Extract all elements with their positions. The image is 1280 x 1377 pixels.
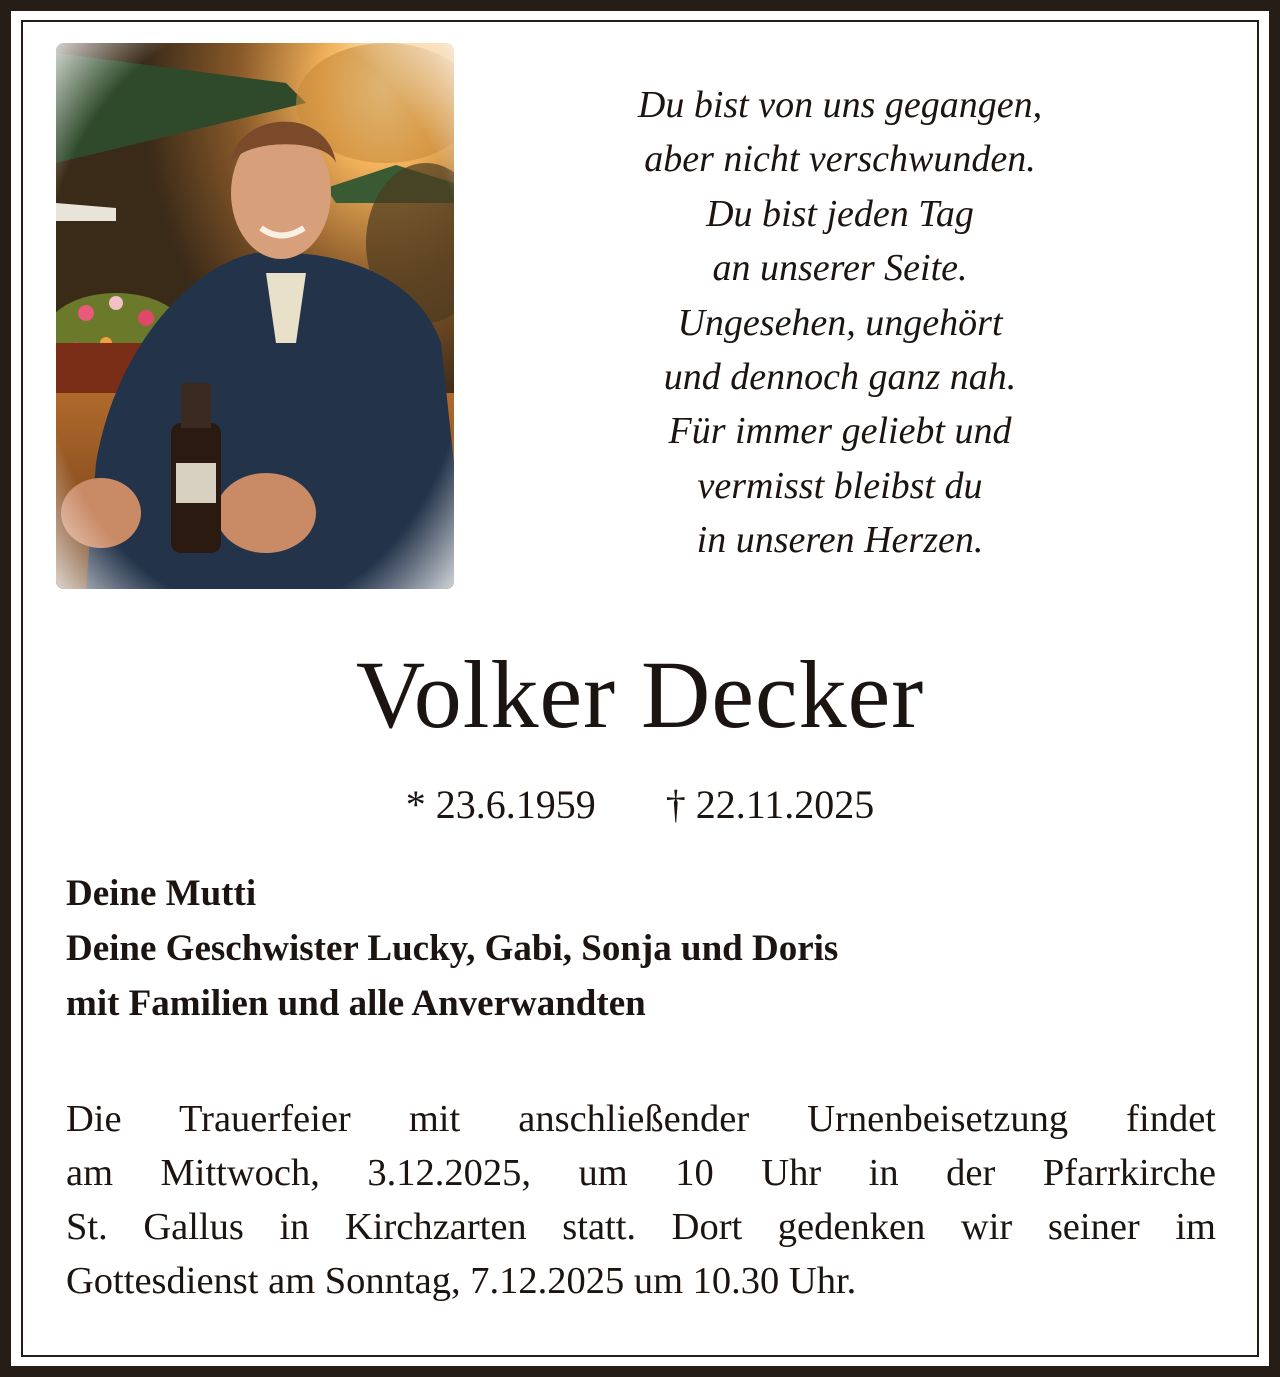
deceased-name: Volker Decker <box>355 641 925 748</box>
life-dates <box>0 780 1280 830</box>
death-date: † 22.11.2025 <box>665 782 875 827</box>
mourners-list <box>66 866 1216 1031</box>
portrait-photo <box>56 43 454 589</box>
poem-line: vermisst bleibst du <box>697 464 983 507</box>
announcement-line: Gottesdienst am Sonntag, 7.12.2025 um 10.30 Uhr. <box>66 1260 857 1302</box>
poem-line: in unseren Herzen. <box>696 519 984 562</box>
poem-line: aber nicht verschwunden. <box>644 138 1036 181</box>
poem-line: Für immer geliebt und <box>668 410 1012 453</box>
birth-date: * 23.6.1959 <box>405 782 596 827</box>
poem-line: Du bist jeden Tag <box>706 192 974 235</box>
mourner-line: mit Familien und alle Anverwandten <box>66 983 646 1024</box>
portrait-photo-illustration <box>56 43 454 589</box>
funeral-announcement <box>66 1092 1216 1308</box>
poem-line: und dennoch ganz nah. <box>663 356 1017 399</box>
mourner-line: Deine Geschwister Lucky, Gabi, Sonja und Doris <box>66 928 839 969</box>
poem-line: Ungesehen, ungehört <box>677 301 1003 344</box>
announcement-line: am Mittwoch, 3.12.2025, um 10 Uhr in der Pfarrkirche <box>66 1152 1216 1194</box>
poem-line: Du bist von uns gegangen, <box>637 84 1043 126</box>
poem-line: an unserer Seite. <box>712 247 968 290</box>
mourner-line: Deine Mutti <box>66 873 257 914</box>
announcement-line: St. Gallus in Kirchzarten statt. Dort gedenken wir seiner im <box>66 1206 1216 1248</box>
memorial-poem <box>560 78 1120 568</box>
announcement-line: Die Trauerfeier mit anschließender Urnenbeisetzung findet <box>66 1098 1216 1140</box>
